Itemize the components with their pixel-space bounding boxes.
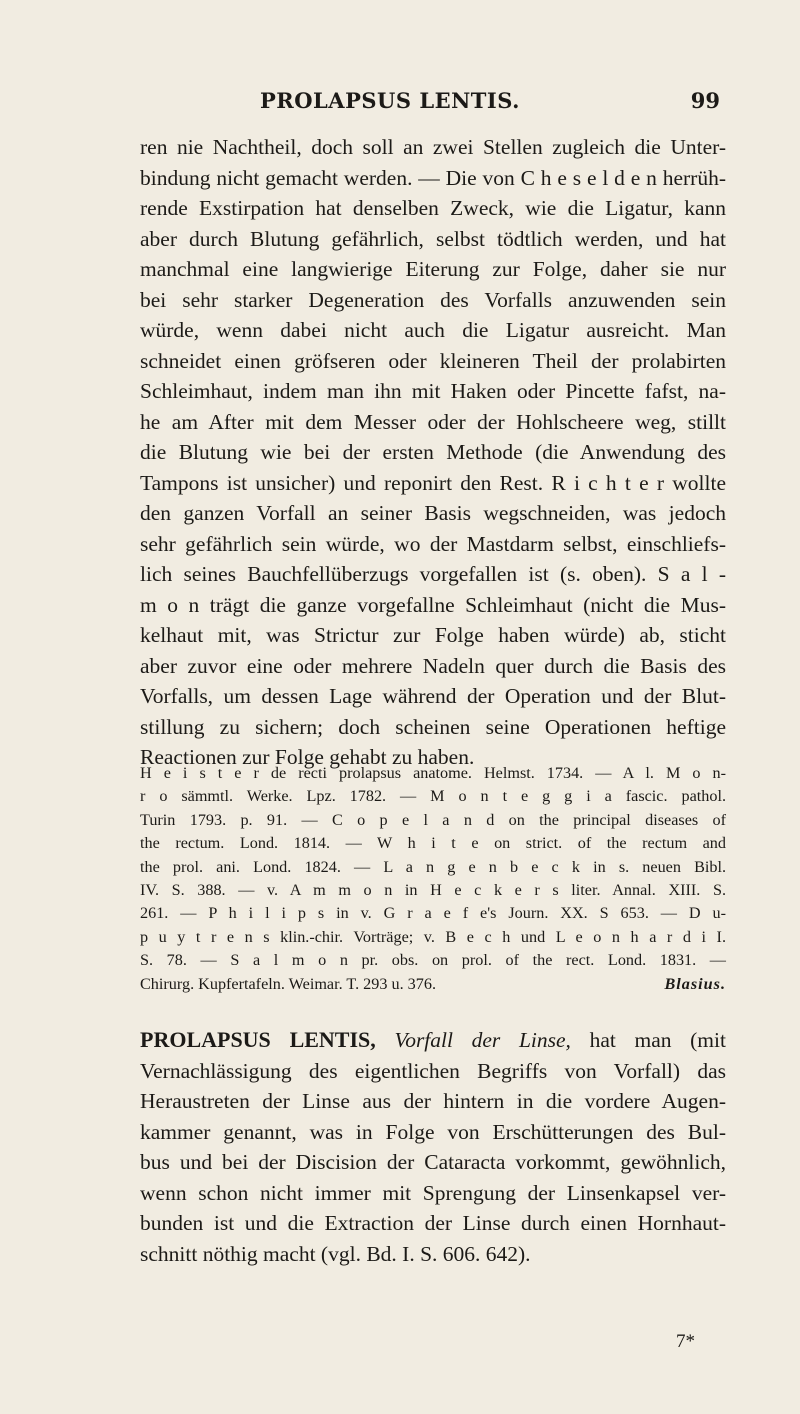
- text-line: kelhaut mit, was Strictur zur Folge haben würde) ab, sticht: [140, 623, 726, 647]
- reference-line: H e i s t e r de recti prolapsus anatome. Helmst. 1734. — A l. M o n-: [140, 764, 726, 782]
- text-line: bindung nicht gemacht werden. — Die von C h e s e l d e n herrüh-: [140, 165, 726, 190]
- text-line: m o n trägt die ganze vorgefallne Schleimhaut (nicht die Mus-: [140, 592, 726, 617]
- reference-line: p u y t r e n s klin.-chir. Vorträge; v. B e c h und L e o n h a r d i I.: [140, 927, 726, 946]
- text-line: die Blutung wie bei der ersten Methode (die Anwendung des: [140, 440, 726, 464]
- text-line: Reactionen zur Folge gehabt zu haben.: [140, 745, 475, 769]
- entry-first-line: [140, 1025, 726, 1056]
- text-line: bus und bei der Discision der Cataracta vorkommt, gewöhnlich,: [140, 1150, 726, 1174]
- entry-first-line-rest: hat man (mit: [589, 1028, 726, 1052]
- text-line: bei sehr starker Degeneration des Vorfalls anzuwenden sein: [140, 287, 726, 312]
- reference-line: S. 78. — S a l m o n pr. obs. on prol. of the rect. Lond. 1831. —: [140, 951, 726, 970]
- text-line: he am After mit dem Messer oder der Hohlscheere weg, stillt: [140, 409, 726, 434]
- text-line: Vernachlässigung des eigentlichen Begriffs von Vorfall) das: [140, 1058, 726, 1083]
- reference-line: the prol. ani. Lond. 1824. — L a n g e n b e c k in s. neuen Bibl.: [140, 857, 726, 876]
- reference-line: IV. S. 388. — v. A m m o n in H e c k e r s liter. Annal. XIII. S.: [140, 880, 726, 899]
- text-line: manchmal eine langwierige Eiterung zur Folge, daher sie nur: [140, 257, 726, 281]
- text-line: schneidet einen gröfseren oder kleineren Theil der prolabirten: [140, 348, 726, 373]
- text-line: sehr gefährlich sein würde, wo der Mastdarm selbst, einschliefs-: [140, 531, 726, 556]
- text-line: wenn schon nicht immer mit Sprengung der Linsenkapsel ver-: [140, 1180, 726, 1205]
- text-line: aber durch Blutung gefährlich, selbst tödtlich werden, und hat: [140, 226, 726, 251]
- text-line: den ganzen Vorfall an seiner Basis wegschneiden, was jedoch: [140, 501, 726, 525]
- text-line: Schleimhaut, indem man ihn mit Haken oder Pincette fafst, na-: [140, 379, 726, 403]
- text-line: lich seines Bauchfellüberzugs vorgefallen ist (s. oben). S a l -: [140, 562, 726, 586]
- text-line: bunden ist und die Extraction der Linse durch einen Hornhaut-: [140, 1211, 726, 1235]
- entry-headword: PROLAPSUS LENTIS,: [140, 1027, 376, 1052]
- text-line: Vorfalls, um dessen Lage während der Operation und der Blut-: [140, 684, 726, 708]
- references: [140, 762, 726, 996]
- text-line: aber zuvor eine oder mehrere Nadeln quer durch die Basis des: [140, 653, 726, 678]
- author-signature: Blasius.: [664, 974, 726, 993]
- reference-line-last: [140, 973, 726, 996]
- reference-text: Chirurg. Kupfertafeln. Weimar. T. 293 u. 376.: [140, 974, 437, 993]
- body-paragraph: [140, 132, 726, 773]
- text-line: rende Exstirpation hat denselben Zweck, wie die Ligatur, kann: [140, 196, 726, 220]
- page-number: 99: [690, 88, 720, 113]
- text-line: Heraustreten der Linse aus der hintern in die vordere Augen-: [140, 1089, 726, 1113]
- reference-line: the rectum. Lond. 1814. — W h i t e on strict. of the rectum and: [140, 834, 726, 853]
- signature-mark: 7*: [676, 1331, 695, 1352]
- entry-gloss: Vorfall der Linse,: [394, 1028, 571, 1052]
- running-head: [140, 88, 720, 118]
- text-line: kammer genannt, was in Folge von Erschütterungen des Bul-: [140, 1119, 726, 1144]
- reference-line: 261. — P h i l i p s in v. G r a e f e's Journ. XX. S 653. — D u-: [140, 904, 726, 923]
- text-line: schnitt nöthig macht (vgl. Bd. I. S. 606. 642).: [140, 1241, 531, 1266]
- text-line: ren nie Nachtheil, doch soll an zwei Stellen zugleich die Unter-: [140, 135, 726, 159]
- dictionary-entry: [140, 1025, 726, 1269]
- text-line: stillung zu sichern; doch scheinen seine Operationen heftige: [140, 714, 726, 739]
- reference-line: r o sämmtl. Werke. Lpz. 1782. — M o n t e g g i a fascic. pathol.: [140, 787, 726, 806]
- reference-line: Turin 1793. p. 91. — C o p e l a n d on the principal diseases of: [140, 810, 726, 829]
- text-line: Tampons ist unsicher) und reponirt den Rest. R i c h t e r wollte: [140, 470, 726, 495]
- text-line: würde, wenn dabei nicht auch die Ligatur ausreicht. Man: [140, 318, 726, 342]
- running-title: PROLAPSUS LENTIS.: [260, 88, 520, 113]
